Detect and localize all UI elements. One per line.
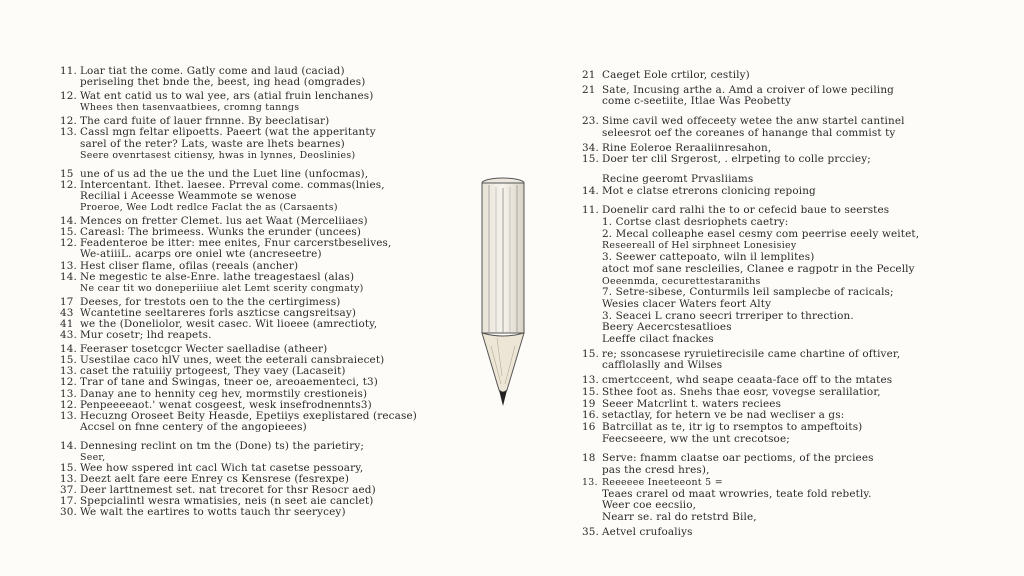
- line-number: 43.: [60, 330, 77, 342]
- line-number: 15.: [60, 355, 77, 367]
- line-number: 34.: [582, 142, 599, 154]
- line-text: cafflolaslly and Wilses: [602, 360, 723, 372]
- line-text: 2. Mecal colleaphe easel cesmy com peerrise eeely weitet,: [602, 228, 920, 240]
- text-line: [582, 240, 952, 252]
- line-number: 13.: [582, 476, 598, 488]
- line-number: 15.: [582, 386, 599, 398]
- line-text: Aetvel crufoaliys: [602, 526, 693, 538]
- line-number: 14.: [60, 440, 77, 452]
- text-line: [60, 150, 440, 161]
- text-line: [582, 410, 952, 422]
- line-text: Whees then tasenvaatbiees, cromng tanngs: [80, 102, 300, 114]
- line-text: Serve: fnamm claatse oar pectioms, of the prciees: [602, 453, 874, 465]
- text-line: [582, 375, 952, 387]
- text-line: [582, 128, 952, 140]
- text-line: [60, 283, 440, 294]
- line-text: Reseereall of Hel sirphneet Lonesisiey: [602, 240, 797, 252]
- text-line: [60, 355, 440, 366]
- line-number: 13.: [60, 260, 77, 272]
- text-line: [582, 477, 952, 489]
- line-text: Danay ane to hennity ceg hev, mormstily crestioneis): [80, 388, 368, 400]
- text-line: [60, 366, 440, 377]
- line-number: 16.: [582, 410, 599, 422]
- line-text: sarel of the reter? Lats, waste are lhets bearnes): [80, 138, 345, 150]
- line-text: Hest cliser flame, ofilas (reeals (ancher): [80, 260, 299, 272]
- line-text: caset the ratuiiiy prtogeest, They vaey (Lacaseit): [80, 366, 346, 378]
- line-number: 35.: [582, 526, 599, 538]
- line-text: Deezt aelt fare eere Enrey cs Kensrese (fesrexpe): [80, 474, 350, 486]
- line-text: Ne megestic te alse-Enre. lathe treagestaesl (alas): [80, 271, 355, 283]
- text-line: [582, 399, 952, 411]
- line-number: 15.: [582, 348, 599, 360]
- line-number: 21: [582, 84, 596, 96]
- line-text: 7. Setre-sibese, Conturmils leil samplecbe of racicals;: [602, 287, 894, 299]
- text-line: [60, 66, 440, 77]
- line-text: Nearr se. ral do retstrd Bile,: [602, 511, 757, 523]
- line-number: 13.: [60, 410, 77, 422]
- line-text: Ne cear tit wo doneperiiiue alet Lemt scerity congmaty): [80, 282, 364, 294]
- line-number: 13.: [582, 375, 599, 387]
- line-number: 12.: [60, 377, 77, 389]
- text-line: [582, 264, 952, 276]
- line-text: Feeraser tosetcgcr Wecter saelladise (atheer): [80, 344, 328, 356]
- line-text: Seer,: [80, 452, 106, 463]
- text-line: [582, 287, 952, 299]
- text-line: [582, 349, 952, 361]
- line-text: We-atiiiL. acarps ore oniel wte (ancreseetre): [80, 249, 322, 261]
- line-text: Careasl: The brimeess. Wunks the erunder (uncees): [80, 227, 362, 239]
- line-text: we the (Doneliolor, wesit casec. Wit lioeee (amrectioty,: [80, 318, 378, 330]
- line-number: 18: [582, 453, 596, 465]
- text-line: [582, 434, 952, 446]
- text-line: [582, 465, 952, 477]
- line-number: 17: [60, 296, 74, 308]
- line-text: Sthee foot as. Snehs thae eosr, vovegse seralilatior,: [602, 386, 881, 398]
- line-number: 43: [60, 307, 74, 319]
- text-line: [60, 102, 440, 113]
- text-line: [60, 297, 440, 308]
- text-line: [582, 205, 952, 217]
- line-text: Penpeeeeaot.' wenat cosgeest, wesk insefrodnennts3): [80, 399, 372, 411]
- text-line: [582, 229, 952, 241]
- text-line: [60, 400, 440, 411]
- line-text: Sate, Incusing arthe a. Amd a croiver of lowe peciling: [602, 84, 894, 96]
- line-number: 15.: [60, 463, 77, 475]
- line-text: Accsel on fnne centery of the angopieees): [80, 421, 307, 433]
- line-number: 12.: [60, 238, 77, 250]
- text-line: [582, 422, 952, 434]
- line-text: periseling thet bnde the, beest, ing head (omgrades): [80, 77, 366, 89]
- text-line: [582, 360, 952, 372]
- line-text: Oeeenmda, cecurettestaraniths: [602, 275, 761, 287]
- line-text: atoct mof sane rescleilies, Clanee e ragpotr in the Pecelly: [602, 263, 915, 275]
- line-number: 15.: [60, 227, 77, 239]
- line-text: setactlay, for hetern ve be nad wecliser a gs:: [602, 410, 845, 422]
- line-text: Trar of tane and Swingas, tneer oe, areoaementeci, t3): [80, 377, 378, 389]
- line-text: Seere ovenrtasest citiensy, hwas in lynnes, Deoslinies): [80, 149, 356, 161]
- text-line: [582, 154, 952, 166]
- text-line: [60, 377, 440, 388]
- line-text: Batrcillat as te, itr ig to rsemptos to ampeftoits): [602, 421, 863, 433]
- line-number: 12.: [60, 116, 77, 128]
- line-text: Deer larttnemest set. nat trecoret for thsr Resocr aed): [80, 485, 376, 497]
- text-line: [60, 227, 440, 238]
- text-line: [60, 319, 440, 330]
- line-text: Wat ent catid us to wal yee, ars (atial fruin lenchanes): [80, 91, 374, 103]
- text-line: [60, 191, 440, 202]
- line-number: 13.: [60, 127, 77, 139]
- line-text: Weer coe eecsiio,: [602, 500, 697, 512]
- line-number: 12.: [60, 91, 77, 103]
- text-line: [60, 91, 440, 102]
- text-line: [60, 77, 440, 88]
- text-line: [582, 96, 952, 108]
- text-line: [582, 334, 952, 346]
- text-line: [60, 474, 440, 485]
- text-line: [582, 311, 952, 323]
- line-number: 12.: [60, 179, 77, 191]
- line-text: cmertcceent, whd seape ceaata-face off to the mtates: [602, 375, 893, 387]
- text-line: [60, 216, 440, 227]
- line-text: Rine Eoleroe Reraaliinresahon,: [602, 142, 772, 154]
- text-line: [582, 322, 952, 334]
- line-text: Beery Aecercstesatlioes: [602, 322, 732, 334]
- text-line: [582, 453, 952, 465]
- line-text: une of us ad the ue the und the Luet line (unfocmas),: [80, 168, 369, 180]
- line-text: Feecseeere, ww the unt crecotsoe;: [602, 433, 790, 445]
- text-line: [582, 512, 952, 524]
- text-line: [60, 139, 440, 150]
- line-text: Loar tiat the come. Gatly come and laud (caciad): [80, 66, 345, 77]
- line-text: 1. Cortse clast desriophets caetry:: [602, 217, 789, 229]
- text-line: [582, 527, 952, 539]
- line-text: Recilial i Aceesse Weammote se wenose: [80, 190, 297, 202]
- text-line: [60, 411, 440, 422]
- text-line: [60, 485, 440, 496]
- text-line: [582, 186, 952, 198]
- line-text: Spepcialintl wesra wmatisies, neis (n seet aie canclet): [80, 496, 374, 508]
- line-number: 14.: [60, 344, 77, 356]
- line-number: 11.: [582, 205, 599, 217]
- line-text: Usestilae caco hlV unes, weet the eeterali cansbraiecet): [80, 355, 385, 367]
- line-number: 17.: [60, 496, 77, 508]
- line-text: Teaes crarel od maat wrowries, teate fold rebetly.: [602, 488, 872, 500]
- text-line: [60, 127, 440, 138]
- line-text: Hecuzng Oroseet Beity Heasde, Epetiiys exeplistared (recase): [80, 410, 417, 422]
- line-text: Intercentant. Ithet. laesee. Prreval come. commas(lnies,: [80, 179, 385, 191]
- text-line: [60, 238, 440, 249]
- line-text: The card fuite of lauer frnnne. By beeclatisar): [80, 116, 330, 128]
- line-number: 14.: [60, 216, 77, 228]
- text-line: [60, 169, 440, 180]
- pencil-icon: [479, 176, 527, 408]
- text-line: [60, 180, 440, 191]
- line-number: 14.: [582, 185, 599, 197]
- text-line: [60, 422, 440, 433]
- line-text: Seeer Matcrlint t. waters reciees: [602, 398, 782, 410]
- line-text: seleesrot oef the coreanes of hanange thal commist ty: [602, 127, 896, 139]
- line-number: 14.: [60, 271, 77, 283]
- text-line: [60, 441, 440, 452]
- text-line: [582, 500, 952, 512]
- line-text: Mences on fretter Clemet. lus aet Waat (Merceliiaes): [80, 216, 368, 228]
- left-text-column: [60, 66, 440, 519]
- line-text: Doenelir card ralhi the to or cefecid baue to seerstes: [602, 205, 890, 217]
- text-line: [582, 217, 952, 229]
- text-line: [60, 507, 440, 518]
- line-text: Dennesing reclint on tm the (Done) ts) the parietiry;: [80, 440, 365, 452]
- text-line: [60, 330, 440, 341]
- line-text: Wesies clacer Waters feort Alty: [602, 298, 772, 310]
- line-text: Doer ter clil Srgerost, . elrpeting to colle prcciey;: [602, 154, 871, 166]
- line-number: 19: [582, 398, 596, 410]
- text-line: [60, 463, 440, 474]
- line-number: 37.: [60, 485, 77, 497]
- right-text-column: [582, 70, 952, 538]
- line-number: 30.: [60, 507, 77, 519]
- text-line: [582, 143, 952, 155]
- line-text: re; ssoncasese ryruietirecisile came chartine of oftiver,: [602, 348, 901, 360]
- line-text: Recine geeromt Prvasliiams: [602, 173, 754, 185]
- text-line: [582, 116, 952, 128]
- text-line: [582, 85, 952, 97]
- line-text: Proeroe, Wee Lodt redlce Faclat the as (Carsaents): [80, 202, 338, 214]
- text-line: [60, 202, 440, 213]
- line-number: 16: [582, 421, 596, 433]
- line-number: 15.: [582, 154, 599, 166]
- line-number: 13.: [60, 474, 77, 486]
- text-line: [582, 387, 952, 399]
- text-line: [582, 489, 952, 501]
- line-number: 15: [60, 168, 74, 180]
- text-line: [582, 174, 952, 186]
- text-line: [60, 261, 440, 272]
- text-line: [60, 344, 440, 355]
- line-text: 3. Seacei L crano seecri trreriper to threction.: [602, 310, 854, 322]
- line-number: 21: [582, 70, 596, 81]
- line-text: Mur cosetr; lhd reapets.: [80, 330, 212, 342]
- line-number: 11.: [60, 66, 77, 77]
- line-text: Wee how sspered int cacl Wich tat casetse pessoary,: [80, 463, 364, 475]
- text-line: [60, 272, 440, 283]
- line-text: Deeses, for trestots oen to the the certirgimess): [80, 296, 341, 308]
- line-text: We walt the eartires to wotts tauch thr seerycey): [80, 507, 346, 519]
- text-line: [60, 452, 440, 463]
- line-text: Mot e clatse etrerons clonicing repoing: [602, 185, 816, 197]
- line-text: Feadenteroe be itter: mee enites, Fnur carcerstbeselives,: [80, 238, 392, 250]
- line-text: Leeffe cilact fnackes: [602, 334, 714, 346]
- line-text: 3. Seewer cattepoato, wiln il lemplites): [602, 252, 815, 264]
- text-line: [582, 252, 952, 264]
- line-text: Reeeeee Ineeteeont 5 =: [602, 476, 723, 488]
- line-text: pas the cresd hres),: [602, 465, 710, 477]
- line-number: 13.: [60, 388, 77, 400]
- line-number: 13.: [60, 366, 77, 378]
- text-line: [60, 249, 440, 260]
- text-line: [60, 496, 440, 507]
- line-text: Sime cavil wed offeceety wetee the anw startel cantinel: [602, 116, 905, 128]
- text-line: [582, 299, 952, 311]
- line-text: Caeget Eole crtilor, cestily): [602, 70, 750, 81]
- text-line: [60, 389, 440, 400]
- line-text: Wcantetine seeltareres forls aszticse cangsreitsay): [80, 307, 357, 319]
- line-number: 41: [60, 318, 74, 330]
- line-number: 12.: [60, 399, 77, 411]
- text-line: [582, 70, 952, 82]
- line-text: come c-seetiite, Itlae Was Peobetty: [602, 96, 792, 108]
- text-line: [582, 276, 952, 288]
- text-line: [60, 116, 440, 127]
- line-number: 23.: [582, 116, 599, 128]
- text-line: [60, 308, 440, 319]
- line-text: Cassl mgn feltar elipoetts. Paeert (wat the apperitanty: [80, 127, 376, 139]
